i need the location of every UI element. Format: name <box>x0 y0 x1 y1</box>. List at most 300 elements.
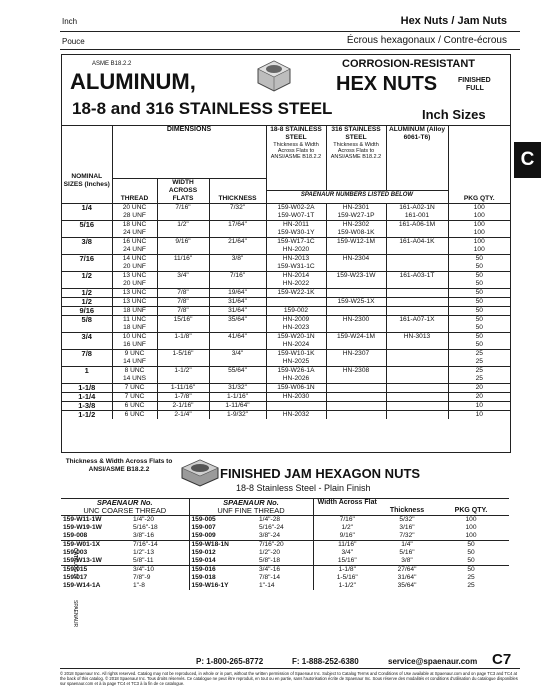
cell-line: HN-2030 <box>282 392 310 400</box>
jam-note: Thickness & Width Across Flats to ANSI/ASME B18.2.2 <box>65 458 173 473</box>
cell-ss316 <box>326 297 386 306</box>
cell-ss316 <box>326 237 386 254</box>
jam-cell-line: 25 <box>467 574 475 581</box>
cell-line: 20 UNC <box>122 203 147 211</box>
cell-line: HN-2023 <box>282 323 310 331</box>
jam-cell-unc_t <box>131 566 189 591</box>
cell-thick: 3/8" <box>209 254 266 271</box>
cell-line: 159-W30-1Y <box>277 228 315 236</box>
jam-cell-line: 159-W14-1A <box>63 582 101 589</box>
cell-alum <box>386 401 448 410</box>
cell-line: 161-001 <box>404 211 430 219</box>
jam-cell-line: 7/32" <box>399 532 415 539</box>
cell-line: HN-2025 <box>282 357 310 365</box>
jam-cell-line: 31/64" <box>397 574 417 581</box>
cell-line: 100 <box>473 220 485 228</box>
jam-cell-line: 1-1/2" <box>338 582 356 589</box>
cell-line: 159-002 <box>283 306 309 314</box>
cell-size: 1-1/8 <box>62 383 112 392</box>
cell-size: 3/8 <box>62 237 112 254</box>
col-width: WIDTH ACROSS FLATS <box>157 178 209 203</box>
cell-line: 8 UNC <box>124 366 145 374</box>
cell-line: 159-W17-1C <box>277 237 315 245</box>
jam-title: FINISHED JAM HEXAGON NUTS <box>220 466 421 481</box>
cell-line: 18 UNF <box>123 323 146 331</box>
cell-line: 161-A04-1K <box>399 237 435 245</box>
cell-thread <box>112 271 157 288</box>
col-ss316: 316 STAINLESS STEEL Thickness & Width Across Flats to ANSI/ASME B18.2.2 <box>326 126 386 191</box>
cell-line: 159-W31-1C <box>277 262 315 270</box>
jam-cell-line: 159-W11-1W <box>63 516 102 523</box>
cell-size: 5/8 <box>62 315 112 332</box>
jam-row <box>61 566 509 591</box>
cell-thread <box>112 220 157 237</box>
table-row <box>62 288 510 297</box>
cell-thread <box>112 410 157 419</box>
jam-cell-unc_t <box>131 516 189 541</box>
cell-pkg <box>448 392 510 401</box>
cell-line: 50 <box>475 271 483 279</box>
cell-pkg <box>448 315 510 332</box>
cell-alum <box>386 392 448 401</box>
jam-cell-line: 159-017 <box>63 574 88 581</box>
cell-pkg <box>448 288 510 297</box>
cell-ss316 <box>326 315 386 332</box>
inch-sizes-label: Inch Sizes <box>422 107 486 122</box>
cell-thick: 3/4" <box>209 349 266 366</box>
jam-cell-line: 159-005 <box>191 516 216 523</box>
cell-line: 18 UNC <box>122 220 147 228</box>
jam-h-width: Width Across Flat <box>313 499 381 516</box>
cell-alum <box>386 288 448 297</box>
jam-cell-w <box>313 541 381 566</box>
section-tab: C <box>514 142 541 178</box>
cell-line: 14 UNS <box>122 374 147 382</box>
hex-nuts-title: HEX NUTS <box>336 73 438 95</box>
cell-width: 1-1/2" <box>157 366 209 383</box>
cell-size: 1-1/4 <box>62 392 112 401</box>
jam-cell-unf_t <box>257 541 313 566</box>
table-row <box>62 383 510 392</box>
cell-pkg <box>448 254 510 271</box>
jam-cell-line: 1/2"-13 <box>133 549 155 556</box>
cell-size: 7/16 <box>62 254 112 271</box>
cell-line: 20 <box>475 383 483 391</box>
table-row <box>62 271 510 288</box>
cell-line: 7 UNC <box>124 383 145 391</box>
cell-width: 2-1/16" <box>157 401 209 410</box>
jam-cell-line: 1-1/8" <box>338 566 356 573</box>
header-title-fr: Écrous hexagonaux / Contre-écrous <box>346 35 507 46</box>
cell-line: 13 UNC <box>122 288 147 296</box>
table-row <box>62 332 510 349</box>
cell-ss188 <box>266 297 326 306</box>
cell-size: 1-3/8 <box>62 401 112 410</box>
cell-ss188 <box>266 237 326 254</box>
cell-alum <box>386 271 448 288</box>
table-row <box>62 220 510 237</box>
jam-cell-line: 1/4" <box>401 541 413 548</box>
cell-width: 15/16" <box>157 315 209 332</box>
cell-ss316 <box>326 271 386 288</box>
col-dimensions: DIMENSIONS <box>112 126 266 178</box>
spaenaur-numbers-label: SPAENAUR NUMBERS LISTED BELOW <box>266 191 448 204</box>
jam-cell-line: 7/16"-14 <box>133 541 158 548</box>
cell-line: 159-W23-1W <box>336 271 376 279</box>
cell-line: 16 UNF <box>123 340 146 348</box>
jam-cell-line: 50 <box>467 557 475 564</box>
jam-cell-line: 5/16"-24 <box>259 524 284 531</box>
cell-line: 159-W08-1K <box>337 228 375 236</box>
jam-cell-line: 15/16" <box>337 557 357 564</box>
cell-thread <box>112 349 157 366</box>
jam-cell-line: 3/8"-16 <box>133 532 155 539</box>
table-row <box>62 410 510 419</box>
cell-thick: 1-11/64" <box>209 401 266 410</box>
jam-cell-line: 5/8"-18 <box>259 557 281 564</box>
cell-thick: 17/64" <box>209 220 266 237</box>
cell-line: 100 <box>473 237 485 245</box>
cell-ss316 <box>326 332 386 349</box>
cell-ss188 <box>266 366 326 383</box>
jam-cell-line: 7/16"-20 <box>259 541 284 548</box>
cell-thick: 7/16" <box>209 271 266 288</box>
table-row <box>62 297 510 306</box>
cell-line: 161-A07-1X <box>399 315 435 323</box>
cell-alum <box>386 349 448 366</box>
cell-line: HN-2026 <box>282 374 310 382</box>
footer-email[interactable]: service@spaenaur.com <box>388 657 478 666</box>
col-thickness: THICKNESS <box>209 178 266 203</box>
cell-thread <box>112 366 157 383</box>
cell-size: 7/8 <box>62 349 112 366</box>
header-title: Hex Nuts / Jam Nuts <box>400 15 507 27</box>
jam-cell-line: 3/16" <box>399 524 415 531</box>
cell-line: 159-W25-1X <box>337 297 375 305</box>
jam-subtitle: 18-8 Stainless Steel - Plain Finish <box>236 483 371 493</box>
cell-ss316 <box>326 349 386 366</box>
cell-thread <box>112 332 157 349</box>
jam-nut-icon <box>176 454 224 494</box>
cell-pkg <box>448 366 510 383</box>
cell-line: HN-3013 <box>403 332 431 340</box>
cell-thread <box>112 288 157 297</box>
cell-line: HN-2014 <box>282 271 310 279</box>
cell-size: 9/16 <box>62 306 112 315</box>
cell-line: 9 UNC <box>124 349 145 357</box>
col-ss188: 18-8 STAINLESS STEEL Thickness & Width Across Flats to ANSI/ASME B18.2.2 <box>266 126 326 191</box>
jam-cell-p <box>433 516 509 541</box>
cell-width: 1-1/8" <box>157 332 209 349</box>
jam-cell-line: 5/16" <box>399 549 415 556</box>
jam-cell-line: 159-009 <box>191 532 216 539</box>
cell-width: 3/4" <box>157 271 209 288</box>
cell-size: 1/2 <box>62 297 112 306</box>
cell-ss316 <box>326 410 386 419</box>
cell-line: 13 UNC <box>122 297 147 305</box>
cell-line: 50 <box>475 288 483 296</box>
jam-cell-t <box>381 566 433 591</box>
cell-line: 159-W26-1A <box>277 366 315 374</box>
cell-width: 1-7/8" <box>157 392 209 401</box>
cell-line: 10 <box>475 401 483 409</box>
jam-cell-unf_no <box>189 541 257 566</box>
cell-thick: 41/64" <box>209 332 266 349</box>
cell-ss316 <box>326 383 386 392</box>
cell-line: 159-W12-1M <box>336 237 376 245</box>
header-divider <box>60 49 520 50</box>
jam-cell-unc_no <box>61 516 131 541</box>
cell-thick: 35/64" <box>209 315 266 332</box>
col-pkg: PKG QTY. <box>448 126 510 203</box>
cell-thread <box>112 237 157 254</box>
cell-line: 20 <box>475 392 483 400</box>
jam-cell-line: 159-W13-1W <box>63 557 102 564</box>
cell-pkg <box>448 271 510 288</box>
cell-size: 1/2 <box>62 271 112 288</box>
cell-line: 100 <box>473 211 485 219</box>
cell-ss188 <box>266 315 326 332</box>
cell-line: 50 <box>475 323 483 331</box>
cell-pkg <box>448 349 510 366</box>
jam-cell-line: 159-015 <box>63 566 88 573</box>
corrosion-title: CORROSION-RESISTANT <box>342 58 476 70</box>
cell-line: 6 UNC <box>124 410 145 418</box>
jam-cell-line: 159-W19-1W <box>63 524 102 531</box>
jam-cell-line: 35/64" <box>397 582 417 589</box>
cell-line: 25 <box>475 349 483 357</box>
jam-cell-p <box>433 541 509 566</box>
cell-alum <box>386 220 448 237</box>
table-row <box>62 315 510 332</box>
header-pouce: Pouce <box>62 37 85 46</box>
header-inch: Inch <box>62 17 78 26</box>
aluminum-title: ALUMINUM, <box>70 69 196 94</box>
table-row <box>62 306 510 315</box>
cell-line: HN-2024 <box>282 340 310 348</box>
jam-row <box>61 516 509 541</box>
jam-cell-line: 27/64" <box>397 566 417 573</box>
cell-thread <box>112 306 157 315</box>
jam-cell-unc_t <box>131 541 189 566</box>
cell-alum <box>386 332 448 349</box>
col-aluminum: ALUMINUM (Alloy 6061-T6) <box>386 126 448 191</box>
hex-nut-table <box>62 126 510 419</box>
cell-line: 25 <box>475 366 483 374</box>
cell-line: 159-W10-1K <box>277 349 315 357</box>
cell-size: 3/4 <box>62 332 112 349</box>
jam-cell-w <box>313 566 381 591</box>
cell-ss188 <box>266 254 326 271</box>
cell-ss188 <box>266 410 326 419</box>
cell-line: 14 UNC <box>122 254 147 262</box>
table-row <box>62 392 510 401</box>
cell-line: HN-2308 <box>342 366 370 374</box>
jam-cell-line: 5/16"-18 <box>133 524 158 531</box>
cell-thick: 1-9/32" <box>209 410 266 419</box>
cell-pkg <box>448 383 510 392</box>
cell-thick: 31/64" <box>209 297 266 306</box>
jam-row <box>61 541 509 566</box>
finished-label: FINISHED <box>458 77 491 84</box>
cell-width: 1/2" <box>157 220 209 237</box>
jam-h-pkg: PKG QTY. <box>454 507 488 514</box>
cell-line: 50 <box>475 332 483 340</box>
jam-cell-line: 7/16" <box>339 516 355 523</box>
cell-ss188 <box>266 392 326 401</box>
cell-thread <box>112 383 157 392</box>
jam-cell-line: 25 <box>467 582 475 589</box>
jam-cell-line: 7/8"-9 <box>133 574 151 581</box>
cell-pkg <box>448 332 510 349</box>
jam-h-thick: Thickness <box>389 507 425 514</box>
cell-line: HN-2304 <box>342 254 370 262</box>
cell-pkg <box>448 410 510 419</box>
cell-thick: 7/32" <box>209 203 266 220</box>
jam-cell-line: 5/32" <box>399 516 415 523</box>
cell-line: 159-W27-1P <box>337 211 375 219</box>
cell-thread <box>112 297 157 306</box>
cell-size: 5/16 <box>62 220 112 237</box>
cell-line: 161-A03-1T <box>399 271 435 279</box>
cell-thick: 31/32" <box>209 383 266 392</box>
jam-cell-unf_no <box>189 516 257 541</box>
jam-cell-w <box>313 516 381 541</box>
cell-ss316 <box>326 392 386 401</box>
jam-cell-line: 11/16" <box>338 541 357 548</box>
full-label: FULL <box>466 85 484 92</box>
jam-cell-line: 159-008 <box>63 532 88 539</box>
cell-pkg <box>448 203 510 220</box>
jam-cell-line: 1/4"-28 <box>259 516 281 523</box>
cell-line: 20 UNF <box>123 262 146 270</box>
cell-line: 159-W20-1N <box>277 332 315 340</box>
jam-cell-line: 3/8" <box>401 557 413 564</box>
footer-phone: P: 1-800-265-8772 <box>196 657 264 666</box>
jam-cell-line: 3/4"-16 <box>259 566 281 573</box>
cell-size: 1/4 <box>62 203 112 220</box>
cell-line: 20 UNF <box>123 279 146 287</box>
cell-line: 100 <box>473 203 485 211</box>
cell-ss316 <box>326 366 386 383</box>
cell-width: 1-11/16" <box>157 383 209 392</box>
jam-cell-line: 3/4"-10 <box>133 566 155 573</box>
cell-line: 50 <box>475 279 483 287</box>
jam-cell-line: 100 <box>465 532 477 539</box>
cell-line: 13 UNC <box>122 271 147 279</box>
jam-cell-t <box>381 541 433 566</box>
cell-line: HN-2302 <box>342 220 370 228</box>
cell-pkg <box>448 306 510 315</box>
jam-cell-unf_t <box>257 516 313 541</box>
cell-ss316 <box>326 401 386 410</box>
footer-fax: F: 1-888-252-6380 <box>292 657 359 666</box>
cell-line: 161-A06-1M <box>398 220 436 228</box>
cell-line: HN-2307 <box>342 349 370 357</box>
jam-cell-line: 1"-14 <box>259 582 275 589</box>
cell-line: 10 <box>475 410 483 418</box>
jam-cell-line: 50 <box>467 566 475 573</box>
cell-line: 159-W07-1T <box>277 211 315 219</box>
cell-alum <box>386 254 448 271</box>
page-number: C7 <box>492 651 512 668</box>
jam-cell-line: 159-W01-1X <box>63 541 101 548</box>
cell-thread <box>112 254 157 271</box>
cell-width: 9/16" <box>157 237 209 254</box>
cell-alum <box>386 410 448 419</box>
cell-ss316 <box>326 306 386 315</box>
cell-width: 2-1/4" <box>157 410 209 419</box>
jam-cell-p <box>433 566 509 591</box>
cell-line: HN-2011 <box>283 220 309 228</box>
header-divider <box>60 31 520 32</box>
cell-line: HN-2013 <box>282 254 310 262</box>
cell-alum <box>386 306 448 315</box>
cell-line: 10 UNC <box>122 332 147 340</box>
cell-ss316 <box>326 220 386 237</box>
jam-cell-line: 1-5/16" <box>336 574 358 581</box>
cell-line: 159-W22-1K <box>277 288 315 296</box>
table-row <box>62 254 510 271</box>
cell-alum <box>386 237 448 254</box>
jam-cell-line: 50 <box>467 541 475 548</box>
cell-line: 161-A02-1N <box>399 203 435 211</box>
cell-line: 50 <box>475 306 483 314</box>
cell-pkg <box>448 401 510 410</box>
cell-line: 159-W24-1M <box>336 332 376 340</box>
cell-size: 1/2 <box>62 288 112 297</box>
cell-thick: 21/64" <box>209 237 266 254</box>
cell-thick: 19/64" <box>209 288 266 297</box>
jam-cell-line: 100 <box>465 516 477 523</box>
cell-width: 7/16" <box>157 203 209 220</box>
jam-cell-t <box>381 516 433 541</box>
cell-alum <box>386 297 448 306</box>
cell-line: 11 UNC <box>123 315 146 323</box>
cell-line: 50 <box>475 254 483 262</box>
cell-width: 7/8" <box>157 306 209 315</box>
cell-line: 28 UNF <box>123 211 146 219</box>
cell-line: 25 <box>475 357 483 365</box>
cell-ss188 <box>266 288 326 297</box>
jam-cell-line: 3/8"-24 <box>259 532 281 539</box>
cell-ss188 <box>266 220 326 237</box>
jam-cell-line: 1/2"-20 <box>259 549 281 556</box>
jam-cell-line: 9/16" <box>339 532 355 539</box>
jam-h-spa1: SPAENAUR No. UNC COARSE THREAD <box>83 498 167 515</box>
col-nominal: NOMINAL SIZES (Inches) <box>63 172 110 188</box>
cell-line: 7 UNC <box>124 392 145 400</box>
jam-cell-line: 159-016 <box>191 566 216 573</box>
cell-line: 24 UNF <box>123 245 146 253</box>
cell-line: 159-W06-1N <box>277 383 315 391</box>
cell-line: HN-2301 <box>342 203 370 211</box>
stainless-title: 18-8 and 316 STAINLESS STEEL <box>72 99 333 118</box>
cell-ss188 <box>266 349 326 366</box>
cell-width: 7/8" <box>157 297 209 306</box>
cell-pkg <box>448 220 510 237</box>
cell-pkg <box>448 237 510 254</box>
cell-size: 1 <box>62 366 112 383</box>
jam-cell-line: 7/8"-14 <box>259 574 281 581</box>
cell-line: 25 <box>475 374 483 382</box>
jam-cell-unf_no <box>189 566 257 591</box>
cell-line: 50 <box>475 315 483 323</box>
jam-cell-line: 159-018 <box>191 574 216 581</box>
cell-ss188 <box>266 383 326 392</box>
cell-thread <box>112 315 157 332</box>
catalog-label: CATALOG 14 <box>72 548 78 579</box>
